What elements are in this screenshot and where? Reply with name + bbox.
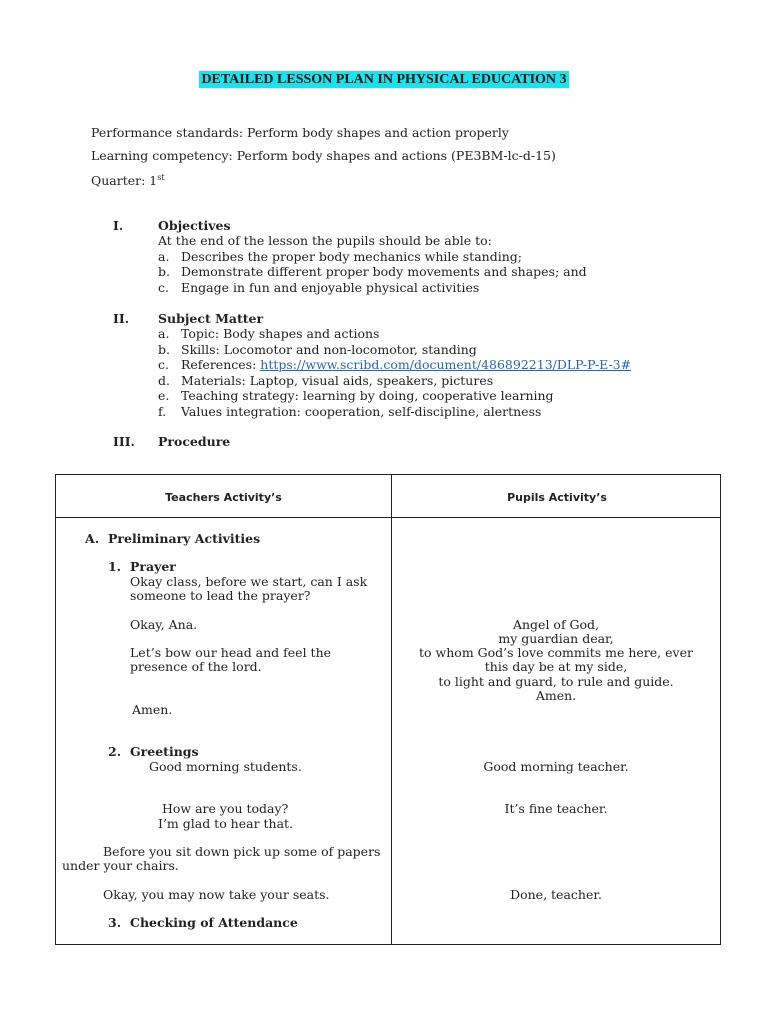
quarter	[91, 174, 165, 188]
performance-standards: Performance standards: Perform body shapes and action properly	[91, 125, 509, 140]
subject-item	[181, 359, 631, 372]
teacher-line: Before you sit down pick up some of papers	[103, 844, 381, 859]
objective-letter: c.	[158, 280, 169, 295]
section-1-number: I.	[113, 218, 124, 233]
teacher-line: under your chairs.	[62, 858, 179, 873]
references-link[interactable]: https://www.scribd.com/document/486892213/DLP-P-E-3#	[260, 357, 632, 372]
subject-letter: e.	[158, 388, 170, 403]
teacher-line: Okay, you may now take your seats.	[103, 887, 330, 902]
subject-item: Materials: Laptop, visual aids, speakers, pictures	[181, 373, 494, 388]
subject-letter: b.	[158, 342, 170, 357]
teacher-line: presence of the lord.	[130, 659, 262, 674]
page-title	[0, 73, 768, 87]
teacher-line: Okay class, before we start, can I ask	[130, 574, 368, 589]
quarter-label: Quarter: 1	[91, 173, 158, 189]
section-3-number: III.	[113, 434, 135, 449]
objective-letter: b.	[158, 264, 170, 279]
subject-item: Values integration: cooperation, self-discipline, alertness	[181, 404, 542, 419]
teacher-line: Good morning students.	[149, 759, 302, 774]
subject-letter: a.	[158, 326, 170, 341]
attendance-number: 3.	[108, 915, 122, 930]
subject-item: Skills: Locomotor and non-locomotor, standing	[181, 342, 477, 357]
teacher-line: I’m glad to hear that.	[158, 816, 294, 831]
pupil-prayer-line: Angel of God,	[512, 617, 600, 632]
subject-item: Topic: Body shapes and actions	[181, 326, 380, 341]
subject-letter: c.	[158, 357, 169, 372]
greetings-number: 2.	[108, 744, 122, 759]
teacher-line: someone to lead the prayer?	[130, 588, 311, 603]
pupil-prayer-line: to light and guard, to rule and guide.	[438, 674, 674, 689]
section-a-letter: A.	[85, 531, 100, 546]
section-3-title: Procedure	[158, 434, 231, 449]
pupil-prayer-line: to whom God’s love commits me here, ever	[419, 645, 693, 660]
pupil-prayer-line: my guardian dear,	[498, 631, 614, 646]
section-2-number: II.	[113, 311, 130, 326]
objective-item: Demonstrate different proper body movements and shapes; and	[181, 264, 587, 279]
teacher-line: How are you today?	[162, 801, 289, 816]
teacher-line: Amen.	[132, 702, 173, 717]
pupil-prayer-line: this day be at my side,	[484, 659, 628, 674]
quarter-sup: st	[157, 173, 165, 182]
subject-letter: f.	[158, 404, 167, 419]
pupil-line: It’s fine teacher.	[504, 801, 608, 816]
learning-competency: Learning competency: Perform body shapes and actions (PE3BM-lc-d-15)	[91, 148, 556, 163]
teacher-line: Okay, Ana.	[130, 617, 198, 632]
teacher-column-header: Teachers Activity’s	[165, 491, 282, 504]
objective-item: Engage in fun and enjoyable physical activities	[181, 280, 480, 295]
references-label: References:	[181, 357, 261, 372]
column-divider	[391, 475, 392, 944]
teacher-line: Let’s bow our head and feel the	[130, 645, 332, 660]
objectives-intro: At the end of the lesson the pupils should be able to:	[158, 233, 492, 248]
subject-letter: d.	[158, 373, 170, 388]
pupil-line: Done, teacher.	[510, 887, 602, 902]
preliminary-activities-title: Preliminary Activities	[108, 531, 261, 546]
title-text: DETAILED LESSON PLAN IN PHYSICAL EDUCATION 3	[201, 72, 567, 87]
section-1-title: Objectives	[158, 218, 231, 233]
pupil-line: Good morning teacher.	[483, 759, 629, 774]
prayer-number: 1.	[108, 559, 122, 574]
attendance-title: Checking of Attendance	[130, 915, 298, 930]
greetings-title: Greetings	[130, 744, 199, 759]
header-divider	[56, 517, 720, 518]
objective-letter: a.	[158, 249, 170, 264]
objective-item: Describes the proper body mechanics while standing;	[181, 249, 522, 264]
pupil-column-header: Pupils Activity’s	[507, 491, 607, 504]
prayer-title: Prayer	[130, 559, 176, 574]
pupil-prayer-line: Amen.	[535, 688, 577, 703]
subject-item: Teaching strategy: learning by doing, cooperative learning	[181, 388, 554, 403]
section-2-title: Subject Matter	[158, 311, 264, 326]
